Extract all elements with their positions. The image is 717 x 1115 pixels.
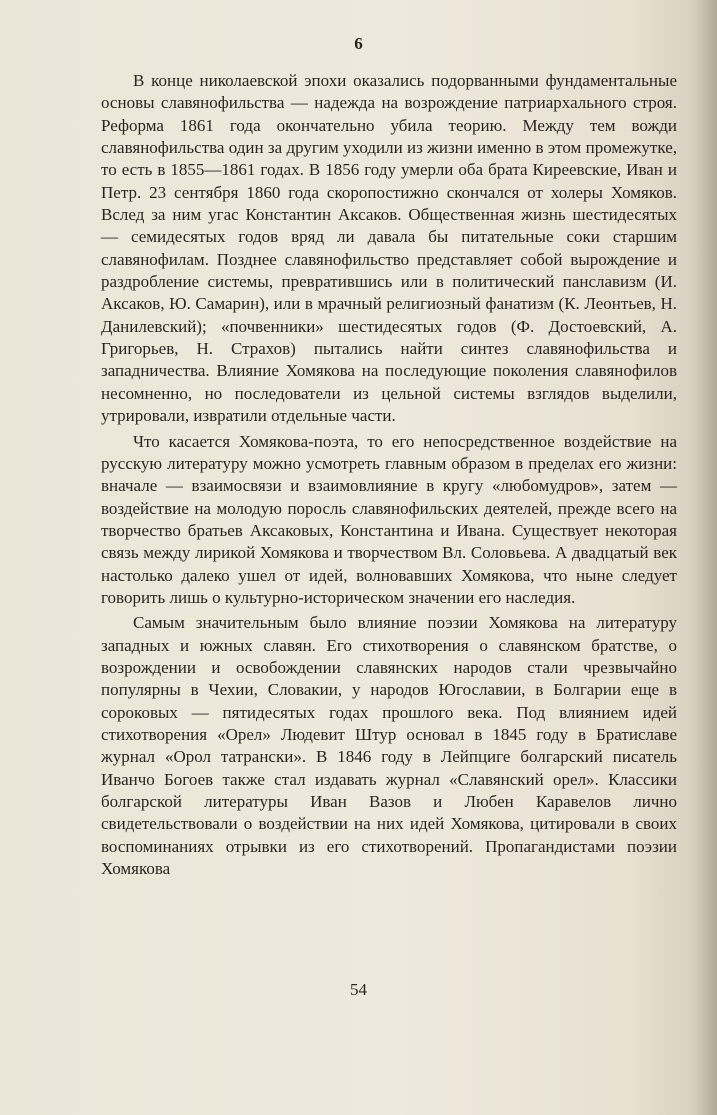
paragraph-2: Что касается Хомякова-поэта, то его непосредственное воздействие на русскую литературу можно усмотреть главным образом в пределах его жизни: вначале — взаимосвязи и взаимовлияние в кругу «любомудров», затем — воздействие на молодую поросль славянофильских деятелей, прежде всего на творчество братьев Аксаковых, Константина и Ивана. Существует некоторая связь между лирикой Хомякова и творчеством Вл. Соловьева. А двадцатый век настолько далеко ушел от идей, волновавших Хомякова, что ныне следует говорить лишь о культурно-историческом значении его наследия. [101,431,677,607]
page-edge-shadow [695,0,717,1115]
section-number: 6 [354,34,363,53]
body-text [101,70,677,880]
paragraph-1: В конце николаевской эпохи оказались подорванными фундаментальные основы славянофильства — надежда на возрождение патриархального строя. Реформа 1861 года окончательно убила теорию. Между тем вожди славянофильства один за другим уходили из жизни именно в этом промежутке, то есть в 1855—1861 годах. В 1856 году умерли оба брата Киреевские, Иван и Петр. 23 сентября 1860 года скоропостижно скончался от холеры Хомяков. Вслед за ним угас Константин Аксаков. Общественная жизнь шестидесятых — семидесятых годов вряд ли давала бы питательные соки старшим славянофилам. Позднее славянофильство представляет собой вырождение и раздробление системы, превратившись или в политический панславизм (И. Аксаков, Ю. Самарин), или в мрачный религиозный фанатизм (К. Леонтьев, Н. Данилевский); «почвенники» шестидесятых годов (Ф. Достоевский, А. Григорьев, Н. Страхов) пытались найти синтез славянофильства и западничества. Влияние Хомякова на последующие поколения славянофилов несомненно, но последователи из цельной системы взглядов выделили, утрировали, извратили отдельные части. [101,71,677,426]
paragraph-3: Самым значительным было влияние поэзии Хомякова на литературу западных и южных славян. Его стихотворения о славянском братстве, о возрождении и освобождении славянских народов стали чрезвычайно популярны в Чехии, Словакии, у народов Югославии, в Болгарии еще в сороковых — пятидесятых годах прошлого века. Под влиянием идей стихотворения «Орел» Людевит Штур основал в 1845 году в Братиславе журнал «Орол татрански». В 1846 году в Лейпциге болгарский писатель Иванчо Богоев также стал издавать журнал «Славянский орел». Классики болгарской литературы Иван Вазов и Любен Каравелов лично свидетельствовали о воздействии на них идей Хомякова, цитировали в своих воспоминаниях отрывки из его стихотворений. Пропагандистами поэзии Хомякова [101,613,677,879]
page-number: 54 [350,980,367,999]
